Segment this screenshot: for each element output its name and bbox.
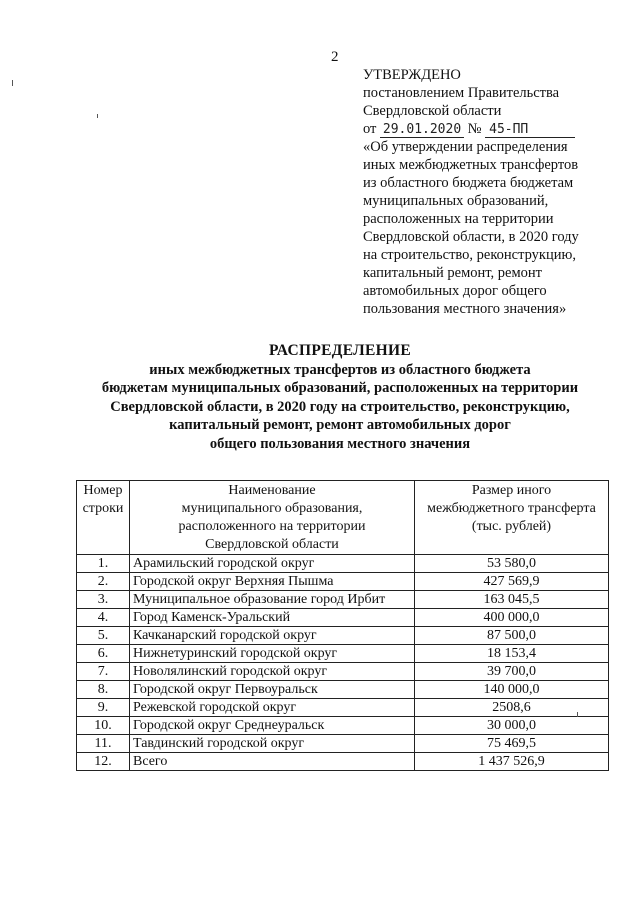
table-row: [77, 645, 609, 663]
cell-amount: 140 000,0: [415, 681, 609, 699]
subject-line: расположенных на территории: [363, 211, 554, 227]
subject-line: автомобильных дорог общего: [363, 283, 547, 299]
cell-number: 4.: [77, 609, 130, 627]
cell-municipality: Качканарский городской округ: [130, 627, 415, 645]
header-text: Свердловской области: [205, 537, 339, 552]
approval-line: постановлением Правительства: [363, 85, 560, 101]
cell-number: 8.: [77, 681, 130, 699]
cell-number: 1.: [77, 555, 130, 573]
subject-line: «Об утверждении распределения: [363, 139, 568, 155]
table-row: [77, 573, 609, 591]
subject-line: на строительство, реконструкцию,: [363, 247, 576, 263]
subject-line: пользования местного значения»: [363, 301, 567, 317]
page-number: 2: [331, 49, 339, 65]
table-row: [77, 609, 609, 627]
header-text: Номер: [83, 483, 123, 498]
cell-number: 6.: [77, 645, 130, 663]
title-line: капитальный ремонт, ремонт автомобильных дорог: [169, 417, 511, 433]
header-text: (тыс. рублей): [471, 519, 552, 534]
cell-number: 2.: [77, 573, 130, 591]
cell-amount: 30 000,0: [415, 717, 609, 735]
table-row: [77, 663, 609, 681]
header-text: расположенного на территории: [178, 519, 366, 534]
number-prefix: №: [467, 121, 482, 137]
cell-number: 5.: [77, 627, 130, 645]
table-row: [77, 699, 609, 717]
cell-number: 7.: [77, 663, 130, 681]
header-row-number: [77, 481, 130, 555]
approval-date: 29.01.2020: [380, 122, 464, 138]
title-line: бюджетам муниципальных образований, расположенных на территории: [101, 380, 579, 396]
cell-number: 10.: [77, 717, 130, 735]
cell-municipality: Нижнетуринский городской округ: [130, 645, 415, 663]
cell-amount: 2508,6: [415, 699, 609, 717]
approval-heading: УТВЕРЖДЕНО: [363, 67, 461, 83]
header-text: Размер иного: [471, 483, 552, 498]
header-amount: [415, 481, 609, 555]
cell-municipality: Городской округ Первоуральск: [130, 681, 415, 699]
cell-municipality: Муниципальное образование город Ирбит: [130, 591, 415, 609]
cell-municipality: Новолялинский городской округ: [130, 663, 415, 681]
cell-municipality: Тавдинский городской округ: [130, 735, 415, 753]
document-title: [60, 342, 620, 453]
scan-mark: [97, 114, 98, 118]
approval-date-row: [363, 120, 613, 138]
table-header-row: [77, 481, 609, 555]
cell-municipality: Городской округ Среднеуральск: [130, 717, 415, 735]
subject-line: муниципальных образований,: [363, 193, 549, 209]
cell-amount: 400 000,0: [415, 609, 609, 627]
cell-amount: 87 500,0: [415, 627, 609, 645]
subject-line: Свердловской области, в 2020 году: [363, 229, 579, 245]
cell-number: 3.: [77, 591, 130, 609]
date-prefix: от: [363, 121, 377, 137]
title-heading: РАСПРЕДЕЛЕНИЕ: [269, 342, 411, 359]
title-line: общего пользования местного значения: [209, 435, 471, 452]
table-row: [77, 627, 609, 645]
scan-mark: [577, 712, 578, 717]
title-line: Свердловской области, в 2020 году на строительство, реконструкцию,: [110, 398, 570, 415]
cell-municipality: Всего: [130, 753, 415, 771]
cell-municipality: Арамильский городской округ: [130, 555, 415, 573]
approval-line: Свердловской области: [363, 103, 502, 119]
cell-amount: 163 045,5: [415, 591, 609, 609]
header-text: Наименование: [228, 483, 316, 498]
table-row: [77, 681, 609, 699]
subject-line: иных межбюджетных трансфертов: [363, 157, 579, 173]
cell-municipality: Городской округ Верхняя Пышма: [130, 573, 415, 591]
cell-amount: 39 700,0: [415, 663, 609, 681]
header-text: муниципального образования,: [181, 501, 363, 516]
cell-number: 11.: [77, 735, 130, 753]
scan-mark: [12, 80, 13, 86]
table-row: [77, 717, 609, 735]
cell-number: 9.: [77, 699, 130, 717]
cell-amount: 18 153,4: [415, 645, 609, 663]
distribution-table: [76, 480, 609, 771]
cell-number: 12.: [77, 753, 130, 771]
subject-line: капитальный ремонт, ремонт: [363, 265, 542, 281]
title-line: иных межбюджетных трансфертов из областного бюджета: [149, 361, 531, 378]
cell-amount: 427 569,9: [415, 573, 609, 591]
table-row: [77, 555, 609, 573]
header-municipality: [130, 481, 415, 555]
header-text: строки: [82, 501, 124, 516]
table-row: [77, 735, 609, 753]
table-row: [77, 591, 609, 609]
cell-municipality: Режевской городской округ: [130, 699, 415, 717]
table-row-total: [77, 753, 609, 771]
cell-amount: 75 469,5: [415, 735, 609, 753]
header-text: межбюджетного трансферта: [427, 501, 596, 516]
cell-amount: 53 580,0: [415, 555, 609, 573]
approval-number: 45-ПП: [485, 122, 575, 138]
subject-line: из областного бюджета бюджетам: [363, 175, 574, 191]
cell-amount: 1 437 526,9: [415, 753, 609, 771]
approval-block: [363, 66, 613, 318]
cell-municipality: Город Каменск-Уральский: [130, 609, 415, 627]
